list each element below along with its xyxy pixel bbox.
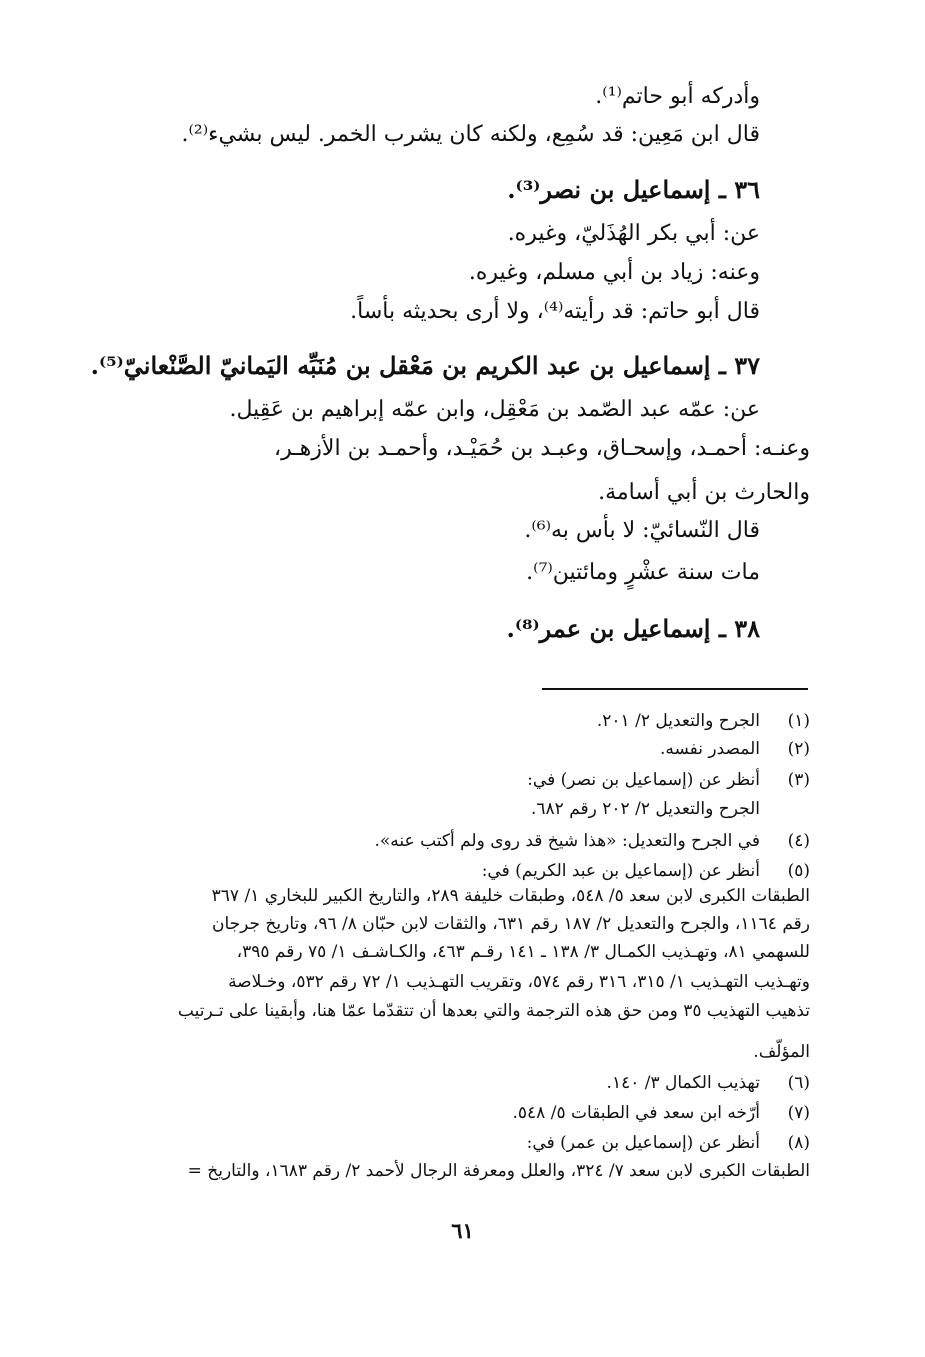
footnote-text: أنظر عن (إسماعيل بن نصر) في: [527, 770, 760, 790]
footnote-text: وتهـذيب التهـذيب ١/ ٣١٥، ٣١٦ رقم ٥٧٤، وتقريب التهـذيب ١/ ٧٢ رقم ٥٣٢، وخـلاصة [228, 972, 810, 992]
footnote-text: للسهمي ٨١، وتهـذيب الكمـال ٣/ ١٣٨ ـ ١٤١ رقـم ٤٦٣، والكـاشـف ١/ ٧٥ رقم ٣٩٥، [236, 942, 810, 962]
footnote-text: الجرح والتعديل ٢/ ٢٠١. [596, 711, 760, 731]
footnote-number: (٦) [787, 1073, 810, 1093]
text-line: عن: عمّه عبد الصّمد بن مَعْقِل، وابن عمّه إبراهيم بن عَقِيل. [229, 397, 760, 422]
text-line: وعنه: زياد بن أبي مسلم، وغيره. [468, 260, 760, 285]
footnote-text: تهذيب الكمال ٣/ ١٤٠. [606, 1073, 760, 1093]
entry-heading-36: ٣٦ ـ إسماعيل بن نصر⁽³⁾. [507, 175, 760, 204]
footnote-text: رقم ١١٦٤، والجرح والتعديل ٢/ ١٨٧ رقم ٦٣١، والثقات لابن حبّان ٨/ ٩٦، وتاريخ جرجان [211, 914, 810, 934]
footnote-number: (١) [787, 711, 810, 731]
text-line: وأدركه أبو حاتم⁽¹⁾. [595, 84, 760, 109]
footnote-number: (٨) [787, 1133, 810, 1153]
footnote-text: في الجرح والتعديل: «هذا شيخ قد روى ولم أكتب عنه». [374, 831, 760, 851]
footnote-text: الجرح والتعديل ٢/ ٢٠٢ رقم ٦٨٢. [531, 799, 760, 819]
footnote-text: المصدر نفسه. [659, 739, 760, 759]
footnote-number: (٣) [787, 770, 810, 790]
text-line: قال ابن مَعِين: قد سُمِع، ولكنه كان يشرب الخمر. ليس بشيء⁽²⁾. [181, 122, 760, 147]
text-line: قال النّسائيّ: لا بأس به⁽⁶⁾. [524, 518, 760, 543]
text-line: وعنـه: أحمـد، وإسحـاق، وعبـد بن حُمَيْـد، وأحمـد بن الأزهـر، [274, 436, 810, 461]
footnote-number: (٥) [787, 861, 810, 881]
entry-heading-38: ٣٨ ـ إسماعيل بن عمر⁽⁸⁾. [506, 614, 760, 643]
text-line: والحارث بن أبي أسامة. [598, 480, 810, 505]
footnote-separator [542, 688, 808, 690]
footnote-text: تذهيب التهذيب ٣٥ ومن حق هذه الترجمة والتي بعدها أن تتقدّما عمّا هنا، وأبقينا على تـرتيب [177, 1001, 810, 1021]
footnote-text: أنظر عن (إسماعيل بن عبد الكريم) في: [481, 861, 760, 881]
footnote-text: الطبقات الكبرى لابن سعد ٥/ ٥٤٨، وطبقات خليفة ٢٨٩، والتاريخ الكبير للبخاري ١/ ٣٦٧ [211, 886, 810, 906]
page-number: ٦١ [451, 1218, 474, 1243]
footnote-text: أرّخه ابن سعد في الطبقات ٥/ ٥٤٨. [512, 1103, 760, 1123]
footnote-text: المؤلّف. [753, 1042, 810, 1062]
footnote-text: الطبقات الكبرى لابن سعد ٧/ ٣٢٤، والعلل ومعرفة الرجال لأحمد ٢/ رقم ١٦٨٣، والتاريخ = [187, 1161, 810, 1181]
footnote-number: (٧) [787, 1103, 810, 1123]
entry-heading-37: ٣٧ ـ إسماعيل بن عبد الكريم بن مَعْقل بن مُنَبِّه اليَمانيّ الصَّنْعانيّ⁽⁵⁾. [90, 351, 760, 380]
footnote-number: (٢) [787, 739, 810, 759]
text-line: مات سنة عشْرٍ ومائتين⁽⁷⁾. [526, 560, 760, 585]
text-line: قال أبو حاتم: قد رأيته⁽⁴⁾، ولا أرى بحديثه بأساً. [350, 299, 760, 324]
text-line: عن: أبي بكر الهُذَليّ، وغيره. [507, 221, 760, 246]
footnote-number: (٤) [787, 831, 810, 851]
footnote-text: أنظر عن (إسماعيل بن عمر) في: [526, 1133, 760, 1153]
